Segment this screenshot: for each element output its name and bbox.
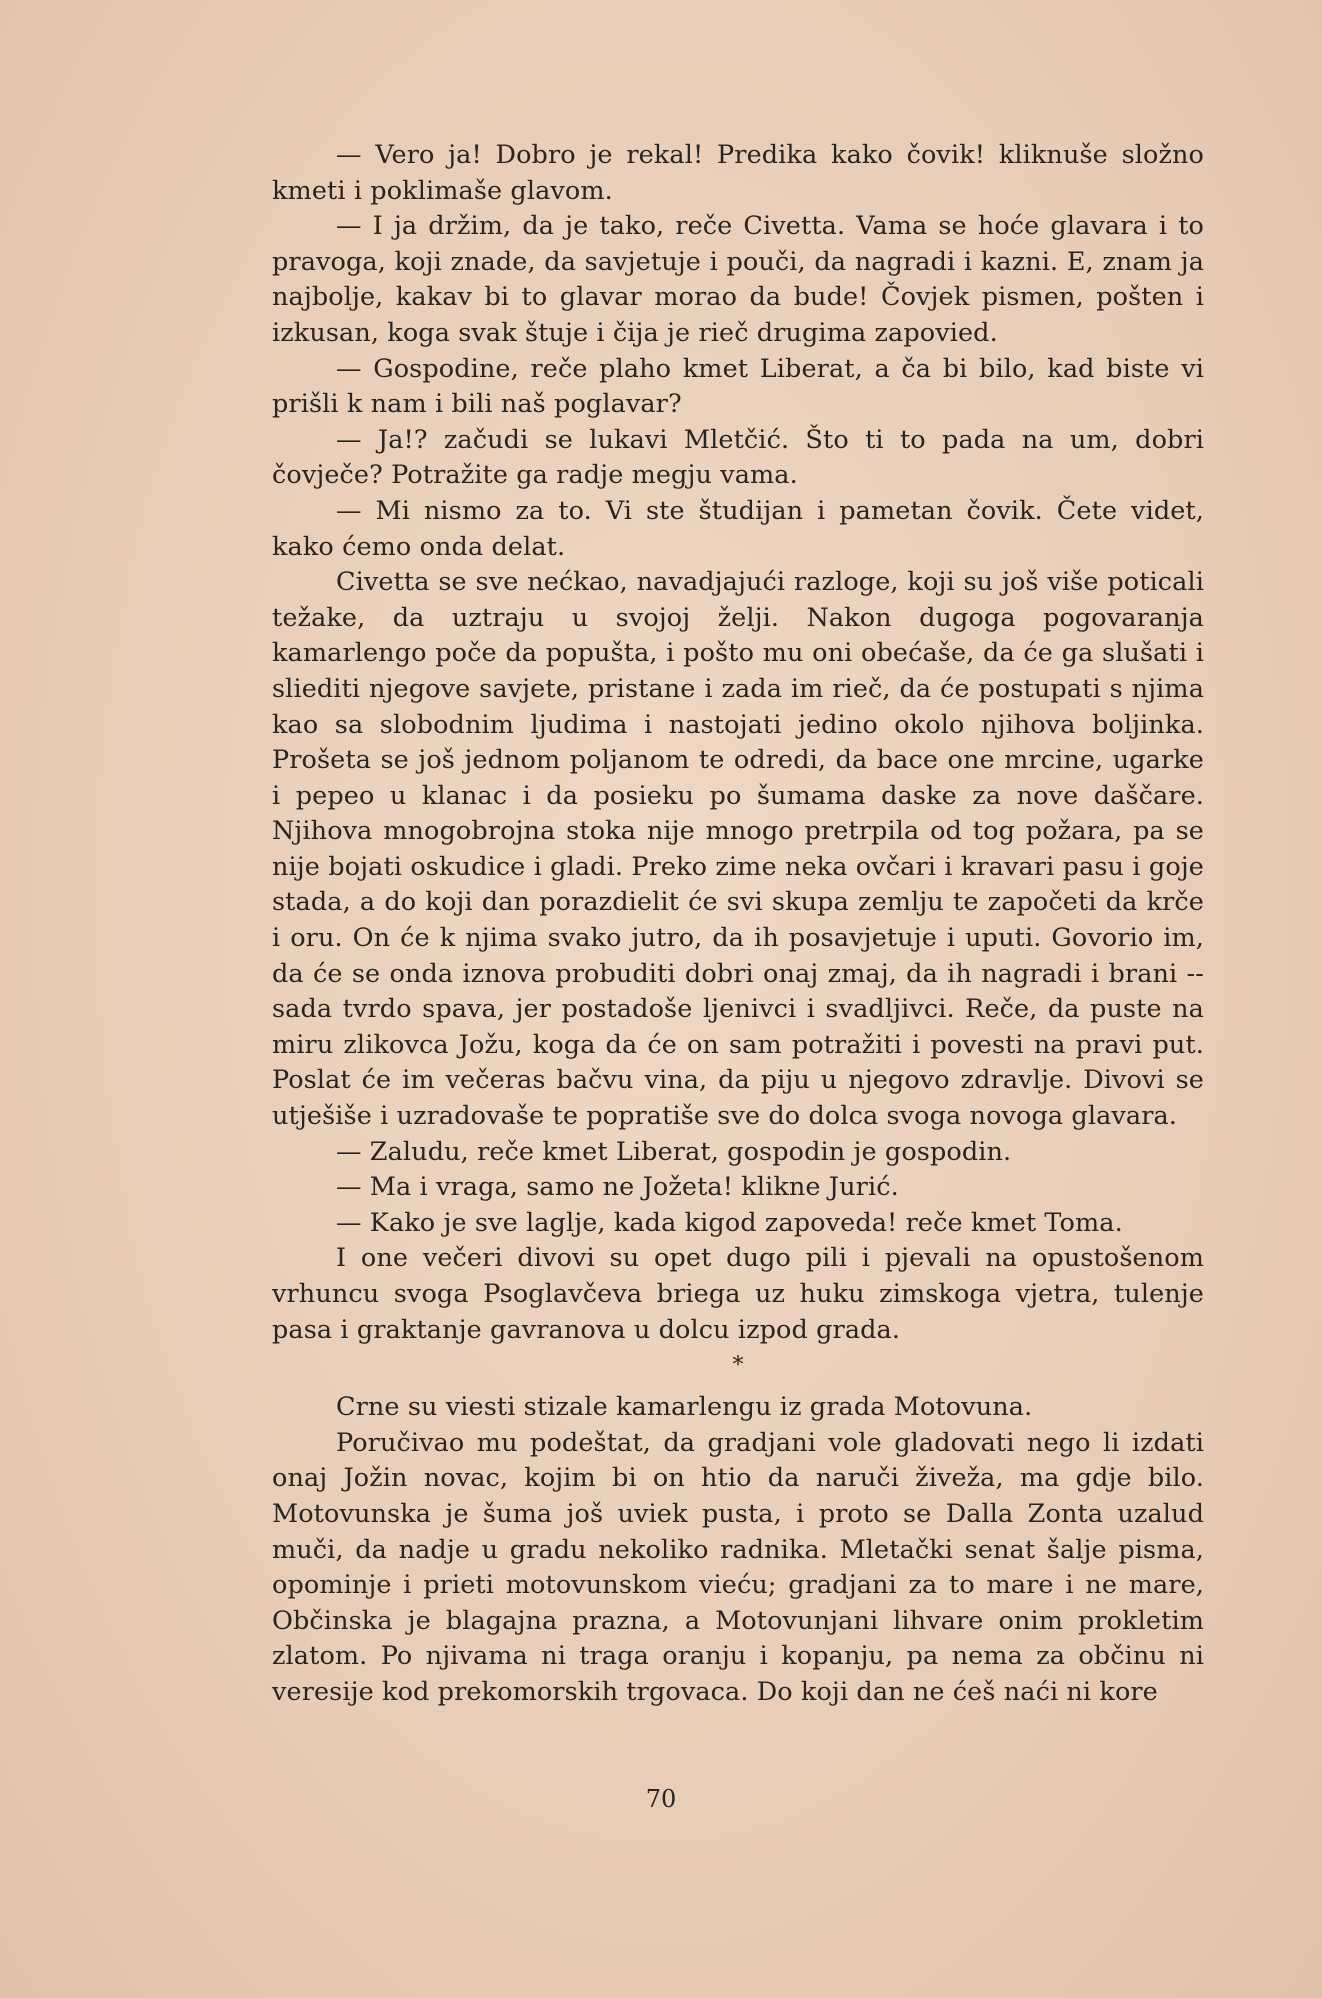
- paragraph: — Zaludu, reče kmet Liberat, gospodin je gospodin.: [336, 1136, 1012, 1167]
- paragraph: — Mi nismo za to. Vi ste študijan i pametan čovik. Čete videt, kako ćemo onda delat.: [272, 495, 1204, 562]
- paragraph: — I ja držim, da je tako, reče Civetta. Vama se hoće glavara i to pravoga, koji znade, da savjetuje i pouči, da nagradi i kazni. E, znam ja najbolje, kakav bi to glavar morao da bude! Čovjek pismen, pošten i izkusan, koga svak štuje i čija je rieč drugima zapovied.: [272, 211, 1204, 348]
- paragraph: — Ja!? začudi se lukavi Mletčić. Što ti to pada na um, dobri čovječe? Potražite ga radje megju vama.: [272, 424, 1204, 491]
- paragraph: — Gospodine, reče plaho kmet Liberat, a ča bi bilo, kad biste vi prišli k nam i bili naš poglavar?: [272, 353, 1204, 420]
- paragraph: Crne su viesti stizale kamarlengu iz grada Motovuna.: [336, 1392, 1033, 1423]
- paragraph: — Kako je sve laglje, kada kigod zapoveda! reče kmet Toma.: [336, 1207, 1123, 1238]
- page-body-text: [272, 138, 1204, 1711]
- paragraph: Poručivao mu podeštat, da gradjani vole gladovati nego li izdati onaj Jožin novac, kojim bi on htio da naruči živeža, ma gdje bilo. Motovunska je šuma još uviek pusta, i proto se Dalla Zonta uzalud muči, da nadje u gradu nekoliko radnika. Mletački senat šalje pisma, opominje i prieti motovunskom vieću; gradjani za to mare i ne mare, Občinska je blagajna prazna, a Motovunjani lihvare onim prokletim zlatom. Po njivama ni traga oranju i kopanju, pa nema za občinu ni veresije kod prekomorskih trgovaca. Do koji dan ne ćeš naći ni kore: [272, 1427, 1204, 1707]
- paragraph: I one večeri divovi su opet dugo pili i pjevali na opustošenom vrhuncu svoga Psoglavčeva briega uz huku zimskoga vjetra, tulenje pasa i graktanje gavranova u dolcu izpod grada.: [272, 1243, 1204, 1345]
- section-separator: *: [732, 1353, 744, 1379]
- paragraph: — Vero ja! Dobro je rekal! Predika kako čovik! kliknuše složno kmeti i poklimaše glavom.: [272, 140, 1204, 206]
- paragraph: — Ma i vraga, samo ne Jožeta! klikne Jurić.: [336, 1172, 899, 1203]
- paragraph: Civetta se sve nećkao, navadjajući razloge, koji su još više poticali težake, da uztraju u svojoj želji. Nakon dugoga pogovaranja kamarlengo poče da popušta, i pošto mu oni obećaše, da će ga slušati i sliediti njegove savjete, pristane i zada im rieč, da će postupati s njima kao sa slobodnim ljudima i nastojati jedino okolo njihova boljinka. Prošeta se još jednom poljanom te odredi, da bace one mrcine, ugarke i pepeo u klanac i da posieku po šumama daske za nove daščare. Njihova mnogobrojna stoka nije mnogo pretrpila od tog požara, pa se nije bojati oskudice i gladi. Preko zime neka ovčari i kravari pasu i goje stada, a do koji dan porazdielit će svi skupa zemlju te započeti da krče i oru. On će k njima svako jutro, da ih posavjetuje i uputi. Govorio im, da će se onda iznova probuditi dobri onaj zmaj, da ih nagradi i brani -- sada tvrdo spava, jer postadoše ljenivci i svadljivci. Reče, da puste na miru zlikovca Jožu, koga da će on sam potražiti i povesti na pravi put. Poslat će im večeras bačvu vina, da piju u njegovo zdravlje. Divovi se utješiše i uzradovaše te popratiše sve do dolca svoga novoga glavara.: [272, 567, 1204, 1132]
- page-number: 70: [645, 1785, 677, 1813]
